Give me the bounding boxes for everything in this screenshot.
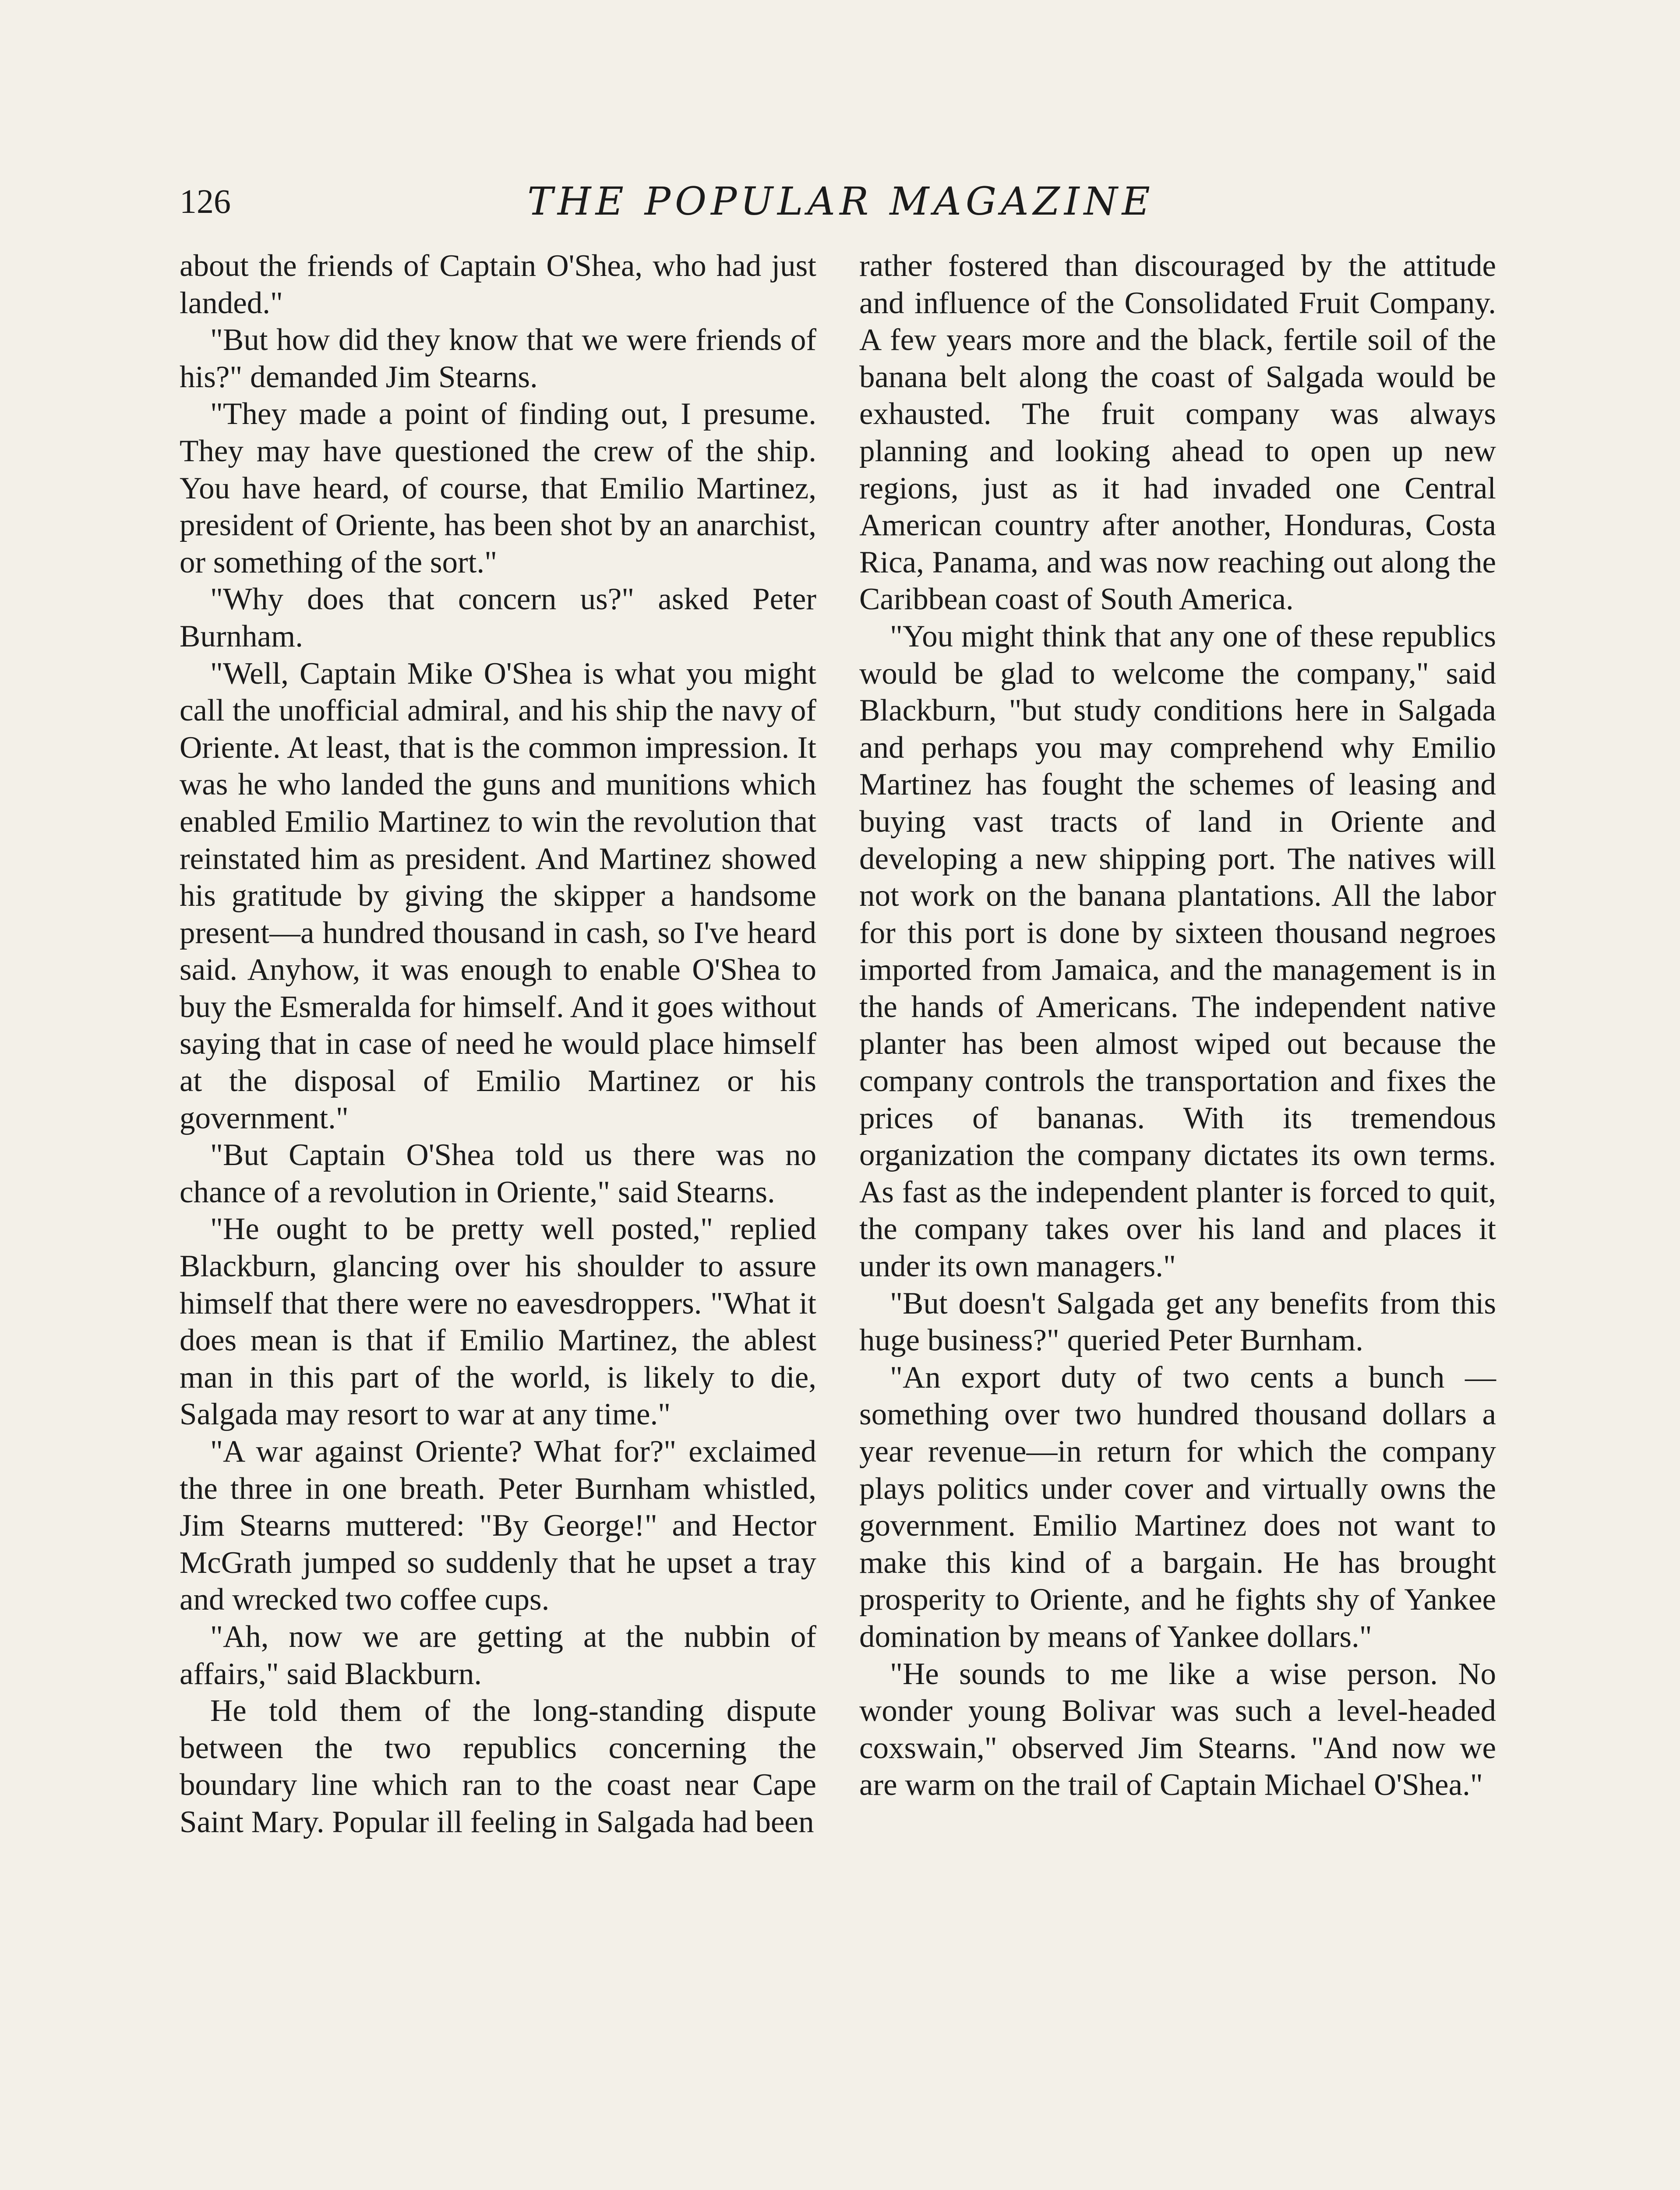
magazine-title: THE POPULAR MAGAZINE bbox=[527, 179, 1154, 224]
left-column bbox=[180, 247, 816, 2190]
paragraph: "But Captain O'Shea told us there was no chance of a revolution in Oriente," said Stearns. bbox=[180, 1138, 816, 1209]
page-header bbox=[180, 169, 1502, 234]
paragraph: "Well, Captain Mike O'Shea is what you might call the unofficial admiral, and his ship the navy of Oriente. At least, that is the common impression. It was he who landed the guns and munitions which enabled Emilio Martinez to win the revolution that reinstated him as president. And Martinez showed his gratitude by giving the skipper a handsome present—a hundred thousand in cash, so I've heard said. Anyhow, it was enough to enable O'Shea to buy the Esmeralda for himself. And it goes without saying that in case of need he would place himself at the disposal of Emilio Martinez or his government." bbox=[180, 656, 816, 1135]
paragraph: "But how did they know that we were friends of his?" demanded Jim Stearns. bbox=[180, 323, 816, 394]
paragraph: "He sounds to me like a wise person. No wonder young Bolivar was such a level-headed coxswain," observed Jim Stearns. "And now we are warm on the trail of Captain Michael O'Shea." bbox=[859, 1657, 1496, 1802]
paragraph: "Why does that concern us?" asked Peter Burnham. bbox=[180, 582, 816, 653]
paragraph: "An export duty of two cents a bunch —something over two hundred thousand dollars a year revenue—in return for which the company plays politics under cover and virtually owns the government. Emilio Martinez does not want to make this kind of a bargain. He has brought prosperity to Oriente, and he fights shy of Yankee domination by means of Yankee dollars." bbox=[859, 1360, 1496, 1654]
paragraph: "But doesn't Salgada get any benefits from this huge business?" queried Peter Burnham. bbox=[859, 1286, 1496, 1358]
paragraph: He told them of the long-standing dispute between the two republics concerning the boundary line which ran to the coast near Cape Saint Mary. Popular ill feeling in Salgada had been bbox=[180, 1694, 816, 1839]
paragraph: about the friends of Captain O'Shea, who had just landed." bbox=[180, 249, 816, 320]
paragraph: "They made a point of finding out, I presume. They may have questioned the crew of the ship. You have heard, of course, that Emilio Martinez, president of Oriente, has been shot by an anarchist, or something of the sort." bbox=[180, 397, 816, 579]
paragraph: "He ought to be pretty well posted," replied Blackburn, glancing over his shoulder to assure himself that there were no eavesdroppers. "What it does mean is that if Emilio Martinez, the ablest man in this part of the world, is likely to die, Salgada may resort to war at any time." bbox=[180, 1212, 816, 1432]
page-number: 126 bbox=[180, 182, 231, 220]
paragraph: rather fostered than discouraged by the attitude and influence of the Consolidated Fruit Company. A few years more and the black, fertile soil of the banana belt along the coast of Salgada would be exhausted. The fruit company was always planning and looking ahead to open up new regions, just as it had invaded one Central American country after another, Honduras, Costa Rica, Panama, and was now reaching out along the Caribbean coast of South America. bbox=[859, 249, 1496, 617]
paragraph: "A war against Oriente? What for?" exclaimed the three in one breath. Peter Burnham whistled, Jim Stearns muttered: "By George!" and Hector McGrath jumped so suddenly that he upset a tray and wrecked two coffee cups. bbox=[180, 1434, 816, 1617]
right-column bbox=[859, 247, 1496, 2190]
paragraph: "You might think that any one of these republics would be glad to welcome the company," said Blackburn, "but study conditions here in Salgada and perhaps you may comprehend why Emilio Martinez has fought the schemes of leasing and buying vast tracts of land in Oriente and developing a new shipping port. The natives will not work on the banana plantations. All the labor for this port is done by sixteen thousand negroes imported from Jamaica, and the management is in the hands of Americans. The independent native planter has been almost wiped out because the company controls the transportation and fixes the prices of bananas. With its tremendous organization the company dictates its own terms. As fast as the independent planter is forced to quit, the company takes over his land and places it under its own managers." bbox=[859, 619, 1496, 1284]
paragraph: "Ah, now we are getting at the nubbin of affairs," said Blackburn. bbox=[180, 1619, 816, 1691]
